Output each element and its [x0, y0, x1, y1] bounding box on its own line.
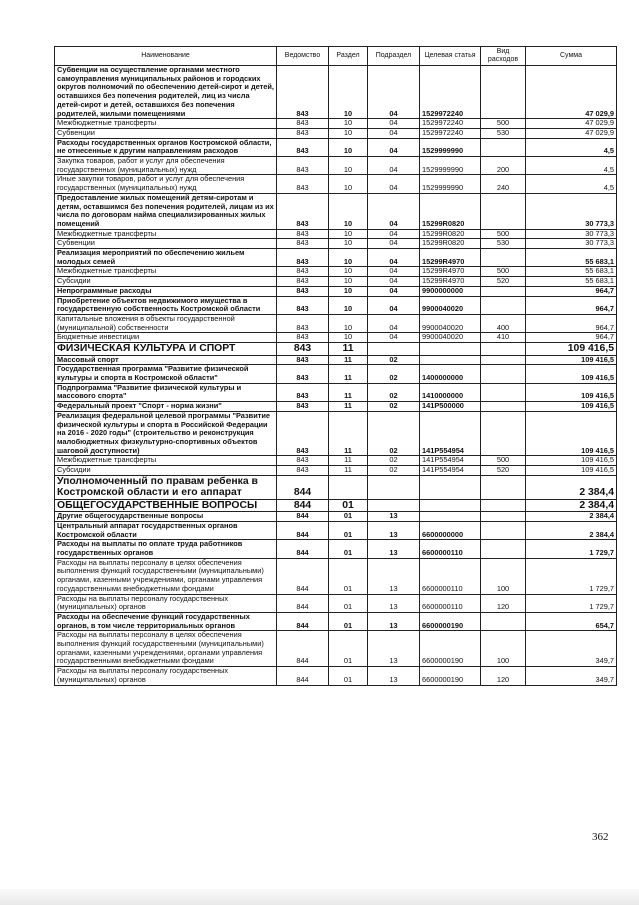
row-sum: 47 029,9: [526, 66, 617, 119]
row-name: Непрограммные расходы: [55, 286, 277, 296]
row-name: Закупка товаров, работ и услуг для обеспечения государственных (муниципальных) нужд: [55, 157, 277, 175]
row-expense-type: 520: [481, 277, 526, 287]
row-target-item: 9900040020: [420, 314, 481, 332]
row-department: 843: [277, 314, 329, 332]
row-department: 844: [277, 612, 329, 630]
header-name: Наименование: [55, 47, 277, 66]
table-row: [55, 475, 617, 499]
row-department: 843: [277, 411, 329, 456]
row-subsection: 13: [368, 667, 420, 685]
table-row: [55, 521, 617, 539]
row-target-item: 1529999990: [420, 175, 481, 193]
table-row: [55, 286, 617, 296]
row-department: 843: [277, 343, 329, 356]
row-subsection: 02: [368, 355, 420, 365]
row-section: 01: [329, 512, 368, 522]
table-row: [55, 138, 617, 156]
table-row: [55, 343, 617, 356]
row-section: 10: [329, 66, 368, 119]
table-row: [55, 175, 617, 193]
row-sum: 109 416,5: [526, 411, 617, 456]
row-target-item: 1529972240: [420, 128, 481, 138]
row-department: 844: [277, 475, 329, 499]
row-sum: 1 729,7: [526, 540, 617, 558]
row-sum: 2 384,4: [526, 499, 617, 512]
row-sum: 1 729,7: [526, 594, 617, 612]
row-name: Расходы на выплаты персоналу в целях обеспечения выполнения функций государственными (муниципальными) органами, казенными учреждениями, органами управления государственными внебюджетными фондами: [55, 558, 277, 594]
table-row: [55, 667, 617, 685]
row-section: 10: [329, 296, 368, 314]
header-section: Раздел: [329, 47, 368, 66]
row-target-item: 1529999990: [420, 157, 481, 175]
row-section: 10: [329, 157, 368, 175]
row-department: 843: [277, 365, 329, 383]
row-name: Расходы на выплаты по оплате труда работников государственных органов: [55, 540, 277, 558]
row-expense-type: [481, 402, 526, 412]
row-name: Расходы государственных органов Костромской области, не отнесенные к другим направлениям расходов: [55, 138, 277, 156]
row-expense-type: [481, 286, 526, 296]
row-section: 11: [329, 456, 368, 466]
row-department: 843: [277, 402, 329, 412]
row-subsection: 02: [368, 466, 420, 476]
row-sum: 4,5: [526, 138, 617, 156]
row-sum: 30 773,3: [526, 239, 617, 249]
row-name: Приобретение объектов недвижимого имущества в государственную собственность Костромской области: [55, 296, 277, 314]
row-name: Субвенции на осуществление органами местного самоуправления муниципальных районов и городских округов полномочий по обеспечению детей-сирот и детей, оставшихся без попечения родителей, лиц из числа детей-сирот и детей, оставшихся без попечения родителей, жилыми помещениями: [55, 66, 277, 119]
row-name: Межбюджетные трансферты: [55, 456, 277, 466]
row-name: Субсидии: [55, 466, 277, 476]
row-target-item: 1529972240: [420, 66, 481, 119]
row-subsection: [368, 343, 420, 356]
header-sum: Сумма: [526, 47, 617, 66]
row-department: 843: [277, 249, 329, 267]
row-target-item: 1410000000: [420, 383, 481, 401]
row-section: 10: [329, 314, 368, 332]
row-target-item: 9900000000: [420, 286, 481, 296]
table-row: [55, 466, 617, 476]
row-target-item: [420, 475, 481, 499]
row-department: 843: [277, 383, 329, 401]
row-subsection: 13: [368, 594, 420, 612]
row-sum: 55 683,1: [526, 249, 617, 267]
row-target-item: 15299R0820: [420, 229, 481, 239]
table-row: [55, 119, 617, 129]
row-target-item: [420, 499, 481, 512]
table-row: [55, 277, 617, 287]
row-name: Бюджетные инвестиции: [55, 333, 277, 343]
row-name: Расходы на выплаты персоналу государственных (муниципальных) органов: [55, 594, 277, 612]
row-subsection: 13: [368, 558, 420, 594]
row-section: 11: [329, 383, 368, 401]
row-section: [329, 475, 368, 499]
row-expense-type: 410: [481, 333, 526, 343]
row-subsection: 04: [368, 229, 420, 239]
row-section: 11: [329, 355, 368, 365]
row-department: 843: [277, 175, 329, 193]
row-name: Реализация федеральной целевой программы "Развитие физической культуры и спорта в Российской Федерации на 2016 - 2020 годы" (строительство и реконструкция малобюджетных физкультурно-спортивных объектов шаговой доступности): [55, 411, 277, 456]
row-sum: 4,5: [526, 175, 617, 193]
table-row: [55, 128, 617, 138]
row-expense-type: [481, 249, 526, 267]
header-expense-type: Вид расходов: [481, 47, 526, 66]
row-department: 844: [277, 558, 329, 594]
row-department: 843: [277, 277, 329, 287]
row-sum: 109 416,5: [526, 343, 617, 356]
row-department: 843: [277, 119, 329, 129]
row-subsection: 02: [368, 411, 420, 456]
row-name: Расходы на обеспечение функций государственных органов, в том числе территориальных органов: [55, 612, 277, 630]
row-target-item: 6600000110: [420, 540, 481, 558]
row-subsection: 04: [368, 333, 420, 343]
row-department: 844: [277, 667, 329, 685]
row-subsection: 04: [368, 239, 420, 249]
row-target-item: 6600000190: [420, 612, 481, 630]
row-name: Расходы на выплаты персоналу в целях обеспечения выполнения функций государственными (муниципальными) органами, казенными учреждениями, органами управления государственными внебюджетными фондами: [55, 631, 277, 667]
row-target-item: 15299R0820: [420, 193, 481, 229]
row-section: 10: [329, 267, 368, 277]
row-section: 10: [329, 286, 368, 296]
row-subsection: 02: [368, 402, 420, 412]
row-section: 10: [329, 333, 368, 343]
row-department: 844: [277, 499, 329, 512]
row-target-item: 1529972240: [420, 119, 481, 129]
row-sum: 964,7: [526, 314, 617, 332]
row-department: 843: [277, 157, 329, 175]
row-expense-type: [481, 499, 526, 512]
row-department: 843: [277, 286, 329, 296]
row-sum: 30 773,3: [526, 229, 617, 239]
table-row: [55, 66, 617, 119]
table-row: [55, 402, 617, 412]
row-target-item: 9900040020: [420, 296, 481, 314]
row-name: Федеральный проект "Спорт - норма жизни": [55, 402, 277, 412]
row-sum: 47 029,9: [526, 119, 617, 129]
row-target-item: [420, 343, 481, 356]
row-department: 843: [277, 355, 329, 365]
row-target-item: 141P554954: [420, 466, 481, 476]
row-subsection: 13: [368, 612, 420, 630]
row-expense-type: 500: [481, 119, 526, 129]
row-subsection: 04: [368, 175, 420, 193]
row-subsection: 13: [368, 512, 420, 522]
row-department: 843: [277, 239, 329, 249]
row-sum: 2 384,4: [526, 512, 617, 522]
row-section: 10: [329, 175, 368, 193]
row-department: 843: [277, 456, 329, 466]
row-department: 844: [277, 512, 329, 522]
header-subsection: Подраздел: [368, 47, 420, 66]
row-target-item: 6600000110: [420, 558, 481, 594]
row-section: 01: [329, 667, 368, 685]
row-section: 10: [329, 249, 368, 267]
row-department: 843: [277, 128, 329, 138]
row-subsection: 02: [368, 365, 420, 383]
row-department: 843: [277, 296, 329, 314]
row-section: 10: [329, 138, 368, 156]
row-subsection: 04: [368, 286, 420, 296]
table-row: [55, 499, 617, 512]
row-expense-type: 100: [481, 558, 526, 594]
row-sum: 964,7: [526, 333, 617, 343]
row-department: 843: [277, 333, 329, 343]
row-subsection: 04: [368, 157, 420, 175]
row-subsection: 13: [368, 540, 420, 558]
table-row: [55, 512, 617, 522]
row-section: 10: [329, 128, 368, 138]
table-row: [55, 193, 617, 229]
table-row: [55, 631, 617, 667]
row-subsection: 04: [368, 296, 420, 314]
row-target-item: 1400000000: [420, 365, 481, 383]
table-row: [55, 383, 617, 401]
table-row: [55, 411, 617, 456]
row-section: 01: [329, 521, 368, 539]
row-section: 01: [329, 594, 368, 612]
row-expense-type: 240: [481, 175, 526, 193]
row-expense-type: 530: [481, 128, 526, 138]
row-expense-type: 400: [481, 314, 526, 332]
table-row: [55, 365, 617, 383]
row-name: Массовый спорт: [55, 355, 277, 365]
row-department: 844: [277, 521, 329, 539]
row-sum: 109 416,5: [526, 402, 617, 412]
row-expense-type: [481, 512, 526, 522]
row-section: 10: [329, 119, 368, 129]
table-header-row: [55, 47, 617, 66]
row-subsection: 02: [368, 383, 420, 401]
row-target-item: 141P554954: [420, 456, 481, 466]
row-name: Центральный аппарат государственных органов Костромской области: [55, 521, 277, 539]
table-row: [55, 612, 617, 630]
row-name: Расходы на выплаты персоналу государственных (муниципальных) органов: [55, 667, 277, 685]
row-expense-type: [481, 383, 526, 401]
row-expense-type: [481, 355, 526, 365]
row-name: Субвенции: [55, 239, 277, 249]
row-section: 11: [329, 411, 368, 456]
row-department: 843: [277, 66, 329, 119]
row-section: 11: [329, 343, 368, 356]
row-section: 11: [329, 466, 368, 476]
budget-table: [54, 46, 617, 686]
row-subsection: [368, 475, 420, 499]
row-target-item: 15299R4970: [420, 267, 481, 277]
row-expense-type: 120: [481, 594, 526, 612]
row-name: Межбюджетные трансферты: [55, 119, 277, 129]
table-row: [55, 229, 617, 239]
row-subsection: 04: [368, 119, 420, 129]
row-sum: 30 773,3: [526, 193, 617, 229]
row-target-item: 9900040020: [420, 333, 481, 343]
scan-edge: [0, 889, 639, 905]
table-row: [55, 594, 617, 612]
row-subsection: 04: [368, 249, 420, 267]
row-section: 10: [329, 277, 368, 287]
row-name: Предоставление жилых помещений детям-сиротам и детям, оставшимся без попечения родителей, лицам из их числа по договорам найма специализированных жилых помещений: [55, 193, 277, 229]
row-subsection: 04: [368, 138, 420, 156]
row-expense-type: 100: [481, 631, 526, 667]
row-name: Другие общегосударственные вопросы: [55, 512, 277, 522]
row-expense-type: [481, 411, 526, 456]
row-target-item: 6600000000: [420, 521, 481, 539]
table-row: [55, 355, 617, 365]
row-target-item: 6600000110: [420, 594, 481, 612]
row-name: Субвенции: [55, 128, 277, 138]
table-row: [55, 333, 617, 343]
row-name: Межбюджетные трансферты: [55, 229, 277, 239]
row-subsection: 02: [368, 456, 420, 466]
row-sum: 55 683,1: [526, 277, 617, 287]
table-row: [55, 456, 617, 466]
table-row: [55, 314, 617, 332]
row-expense-type: [481, 193, 526, 229]
row-subsection: 13: [368, 521, 420, 539]
row-expense-type: [481, 138, 526, 156]
row-target-item: 15299R4970: [420, 277, 481, 287]
row-expense-type: [481, 521, 526, 539]
header-department: Ведомство: [277, 47, 329, 66]
row-sum: 109 416,5: [526, 456, 617, 466]
row-sum: 964,7: [526, 296, 617, 314]
row-subsection: 04: [368, 314, 420, 332]
row-sum: 654,7: [526, 612, 617, 630]
row-section: 01: [329, 499, 368, 512]
row-sum: 47 029,9: [526, 128, 617, 138]
table-row: [55, 540, 617, 558]
row-expense-type: 500: [481, 267, 526, 277]
row-target-item: 6600000190: [420, 631, 481, 667]
row-sum: 964,7: [526, 286, 617, 296]
row-section: 10: [329, 229, 368, 239]
row-expense-type: 530: [481, 239, 526, 249]
row-subsection: 04: [368, 193, 420, 229]
row-expense-type: [481, 343, 526, 356]
row-target-item: 141P554954: [420, 411, 481, 456]
row-name: Государственная программа "Развитие физической культуры и спорта в Костромской области": [55, 365, 277, 383]
row-expense-type: 500: [481, 229, 526, 239]
row-subsection: [368, 499, 420, 512]
row-target-item: [420, 355, 481, 365]
header-target-item: Целевая статья: [420, 47, 481, 66]
row-expense-type: [481, 66, 526, 119]
row-subsection: 04: [368, 128, 420, 138]
row-target-item: 141P500000: [420, 402, 481, 412]
row-sum: 1 729,7: [526, 558, 617, 594]
row-section: 01: [329, 631, 368, 667]
row-department: 844: [277, 540, 329, 558]
row-expense-type: [481, 365, 526, 383]
row-name: Межбюджетные трансферты: [55, 267, 277, 277]
row-expense-type: 520: [481, 466, 526, 476]
row-section: 01: [329, 558, 368, 594]
row-expense-type: 120: [481, 667, 526, 685]
row-expense-type: [481, 540, 526, 558]
table-row: [55, 157, 617, 175]
table-body: [55, 66, 617, 686]
row-sum: 109 416,5: [526, 365, 617, 383]
row-department: 843: [277, 466, 329, 476]
row-sum: 109 416,5: [526, 355, 617, 365]
row-expense-type: [481, 612, 526, 630]
row-name: Иные закупки товаров, работ и услуг для обеспечения государственных (муниципальных) нужд: [55, 175, 277, 193]
row-department: 843: [277, 138, 329, 156]
row-name: ОБЩЕГОСУДАРСТВЕННЫЕ ВОПРОСЫ: [55, 499, 277, 512]
row-target-item: 15299R0820: [420, 239, 481, 249]
row-department: 844: [277, 594, 329, 612]
row-sum: 2 384,4: [526, 475, 617, 499]
row-expense-type: [481, 296, 526, 314]
row-sum: 55 683,1: [526, 267, 617, 277]
table-row: [55, 267, 617, 277]
row-department: 843: [277, 267, 329, 277]
row-sum: 2 384,4: [526, 521, 617, 539]
row-name: Подпрограмма "Развитие физической культуры и массового спорта": [55, 383, 277, 401]
table-row: [55, 249, 617, 267]
row-name: Уполномоченный по правам ребенка в Костромской области и его аппарат: [55, 475, 277, 499]
table-row: [55, 296, 617, 314]
row-sum: 109 416,5: [526, 466, 617, 476]
row-subsection: 04: [368, 277, 420, 287]
row-section: 11: [329, 365, 368, 383]
table-row: [55, 239, 617, 249]
row-section: 10: [329, 239, 368, 249]
row-department: 843: [277, 229, 329, 239]
row-subsection: 04: [368, 267, 420, 277]
row-section: 01: [329, 540, 368, 558]
row-subsection: 13: [368, 631, 420, 667]
row-expense-type: 500: [481, 456, 526, 466]
row-department: 844: [277, 631, 329, 667]
row-sum: 4,5: [526, 157, 617, 175]
row-subsection: 04: [368, 66, 420, 119]
row-target-item: 15299R4970: [420, 249, 481, 267]
row-target-item: 1529999990: [420, 138, 481, 156]
row-target-item: 6600000190: [420, 667, 481, 685]
row-name: Субсидии: [55, 277, 277, 287]
row-name: Реализация мероприятий по обеспечению жильем молодых семей: [55, 249, 277, 267]
row-sum: 349,7: [526, 631, 617, 667]
row-section: 01: [329, 612, 368, 630]
row-sum: 109 416,5: [526, 383, 617, 401]
row-target-item: [420, 512, 481, 522]
row-department: 843: [277, 193, 329, 229]
row-name: Капитальные вложения в объекты государственной (муниципальной) собственности: [55, 314, 277, 332]
row-expense-type: 200: [481, 157, 526, 175]
table-row: [55, 558, 617, 594]
row-expense-type: [481, 475, 526, 499]
row-sum: 349,7: [526, 667, 617, 685]
row-name: ФИЗИЧЕСКАЯ КУЛЬТУРА И СПОРТ: [55, 343, 277, 356]
row-section: 11: [329, 402, 368, 412]
row-section: 10: [329, 193, 368, 229]
page-number: 362: [592, 831, 609, 843]
